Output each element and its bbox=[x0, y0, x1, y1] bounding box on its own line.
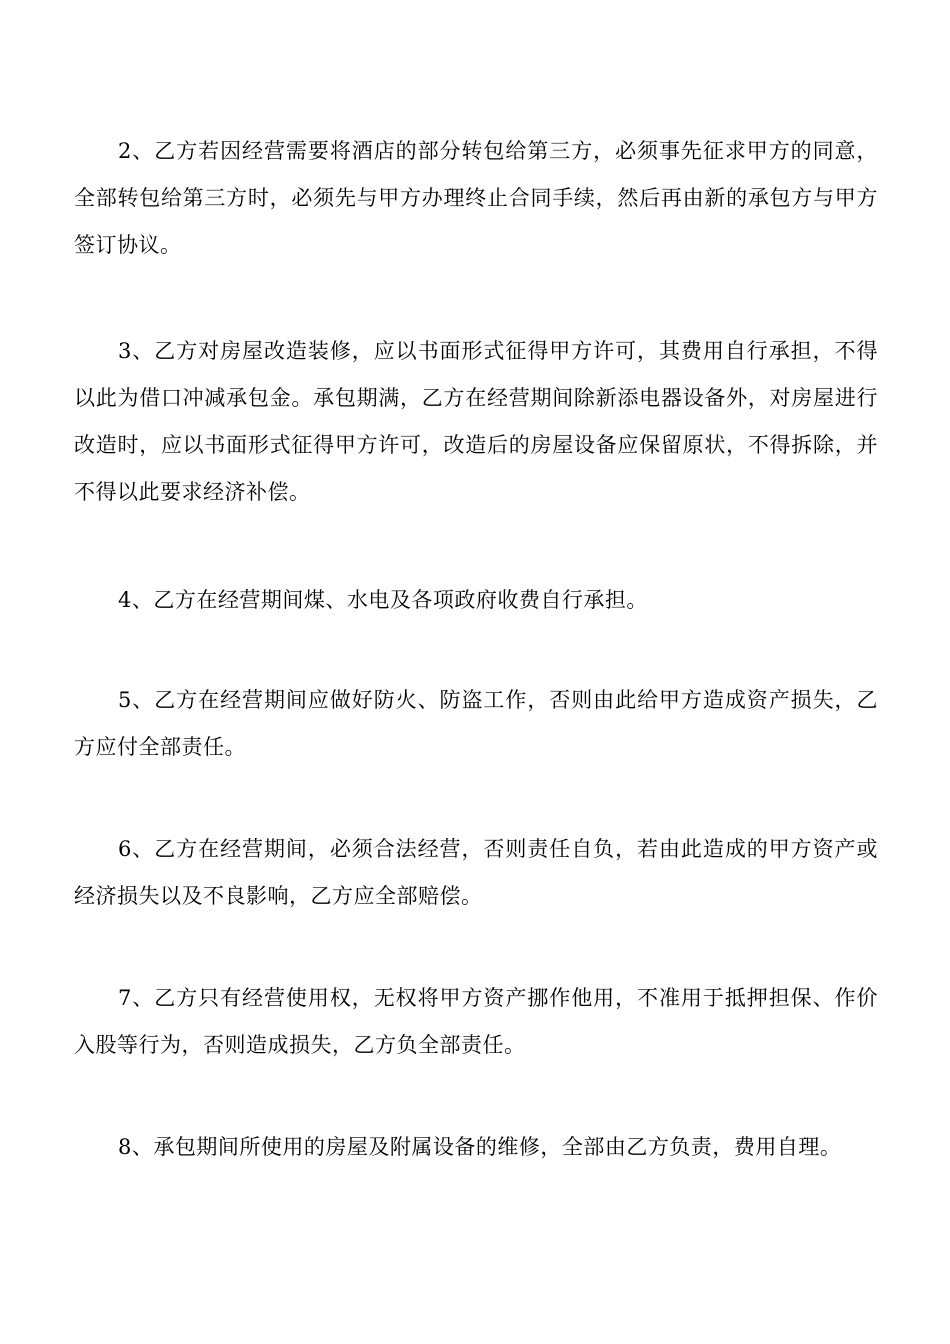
clause-5: 5、乙方在经营期间应做好防火、防盗工作，否则由此给甲方造成资产损失，乙方应付全部责任。 bbox=[74, 688, 878, 759]
clause-3: 3、乙方对房屋改造装修，应以书面形式征得甲方许可，其费用自行承担，不得以此为借口冲减承包金。承包期满，乙方在经营期间除新添电器设备外，对房屋进行改造时，应以书面形式征得甲方许可，改造后的房屋设备应保留原状，不得拆除，并不得以此要求经济补偿。 bbox=[74, 339, 878, 504]
clause-4: 4、乙方在经营期间煤、水电及各项政府收费自行承担。 bbox=[118, 588, 648, 612]
clause-2: 2、乙方若因经营需要将酒店的部分转包给第三方，必须事先征求甲方的同意，全部转包给第三方时，必须先与甲方办理终止合同手续，然后再由新的承包方与甲方签订协议。 bbox=[74, 139, 878, 257]
clause-8: 8、承包期间所使用的房屋及附属设备的维修，全部由乙方负责，费用自理。 bbox=[118, 1135, 842, 1159]
clause-7: 7、乙方只有经营使用权，无权将甲方资产挪作他用，不准用于抵押担保、作价入股等行为，否则造成损失，乙方负全部责任。 bbox=[74, 986, 878, 1057]
clause-6: 6、乙方在经营期间，必须合法经营，否则责任自负，若由此造成的甲方资产或经济损失以及不良影响，乙方应全部赔偿。 bbox=[74, 837, 878, 908]
